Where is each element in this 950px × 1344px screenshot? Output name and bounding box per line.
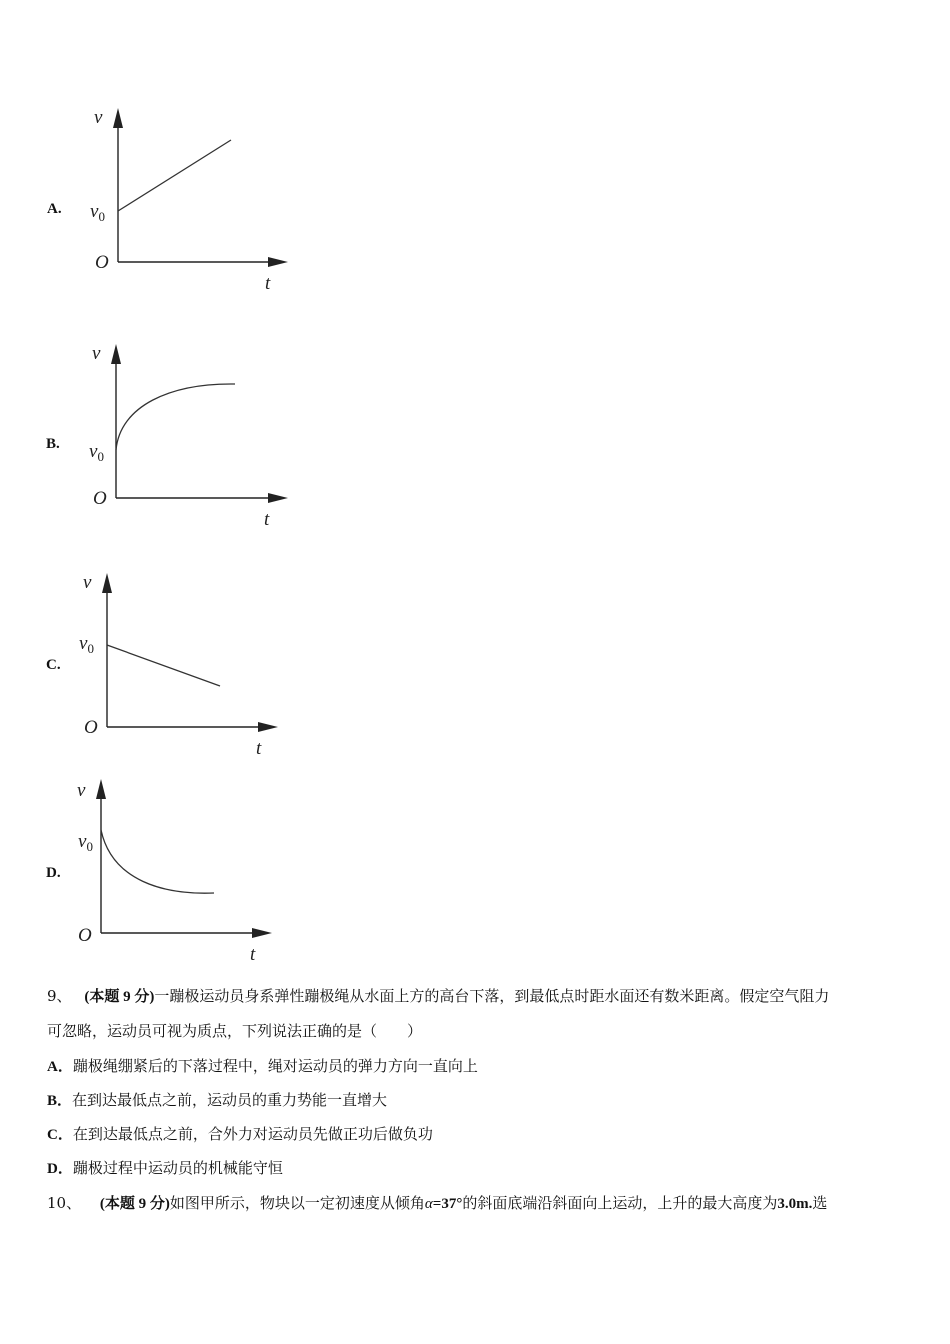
question-9-option-b [47, 1090, 387, 1111]
question-9-stem-text1: 一蹦极运动员身系弹性蹦极绳从水面上方的高台下落，到最低点时距水面还有数米距离。假定空气阻力 [154, 987, 830, 1005]
v-axis-label: v [92, 343, 101, 364]
vt-curve [107, 645, 220, 686]
vt-graph-d [64, 771, 284, 971]
vt-graph-a [80, 100, 300, 300]
option-text: 蹦极过程中运动员的机械能守恒 [72, 1159, 283, 1177]
y-axis-arrow [96, 779, 106, 799]
option-text: 蹦极绳绷紧后的下落过程中，绳对运动员的弹力方向一直向上 [72, 1057, 478, 1075]
alpha-symbol: α [424, 1196, 433, 1212]
y-axis-arrow [113, 108, 123, 128]
v-axis-label: v [77, 780, 86, 801]
origin-label: O [95, 252, 109, 273]
option-key: B． [47, 1093, 73, 1109]
v0-label: $v_0$ [89, 441, 104, 464]
option-text: 在到达最低点之前，合外力对运动员先做正功后做负功 [72, 1125, 433, 1143]
question-9-option-c [47, 1124, 433, 1145]
x-axis-arrow [268, 257, 288, 267]
question-9-option-a [47, 1056, 478, 1077]
question-10-stem-line1 [47, 1193, 827, 1214]
t-axis-label: t [264, 509, 270, 530]
v0-label: $v_0$ [78, 831, 93, 854]
v-axis-label: v [94, 107, 103, 128]
t-axis-label: t [250, 944, 256, 965]
question-9-option-d [47, 1158, 283, 1179]
question-9-stem-line1 [47, 986, 829, 1007]
t-axis-label: t [265, 273, 271, 294]
origin-label: O [84, 717, 98, 738]
question-9-stem-text2: 可忽略，运动员可视为质点，下列说法正确的是（ ） [47, 1022, 423, 1040]
vt-graph-b [80, 336, 300, 536]
question-9-number: 9、 [47, 987, 72, 1005]
origin-label: O [93, 488, 107, 509]
angle-value: =37° [432, 1196, 463, 1212]
question-9-stem-line2 [47, 1021, 422, 1041]
t-axis-label: t [256, 738, 262, 759]
option-key: D． [47, 1161, 73, 1177]
origin-label: O [78, 925, 92, 946]
question-10-text1: 如图甲所示，物块以一定初速度从倾角 [169, 1194, 425, 1212]
vt-curve [101, 830, 214, 893]
option-b-label: B. [46, 436, 60, 452]
option-c-label: C. [46, 657, 61, 673]
question-10-number: 10、 [47, 1194, 82, 1212]
option-text: 在到达最低点之前，运动员的重力势能一直增大 [72, 1091, 388, 1109]
vt-curve [118, 140, 231, 211]
question-10-text3: 选 [812, 1194, 828, 1212]
v0-label: $v_0$ [90, 201, 105, 224]
x-axis-arrow [252, 928, 272, 938]
option-key: C． [47, 1127, 73, 1143]
option-a-label: A. [47, 201, 62, 217]
x-axis-arrow [268, 493, 288, 503]
question-9-meta: (本题 9 分) [84, 989, 155, 1005]
height-value: 3.0m. [777, 1196, 813, 1212]
option-key: A． [47, 1059, 73, 1075]
v0-label: $v_0$ [79, 633, 94, 656]
question-10-text2: 的斜面底端沿斜面向上运动，上升的最大高度为 [462, 1194, 778, 1212]
y-axis-arrow [111, 344, 121, 364]
option-d-label: D. [46, 865, 61, 881]
y-axis-arrow [102, 573, 112, 593]
x-axis-arrow [258, 722, 278, 732]
question-10-meta: (本题 9 分) [99, 1196, 170, 1212]
v-axis-label: v [83, 572, 92, 593]
vt-curve [116, 384, 235, 450]
vt-graph-c [70, 565, 290, 765]
